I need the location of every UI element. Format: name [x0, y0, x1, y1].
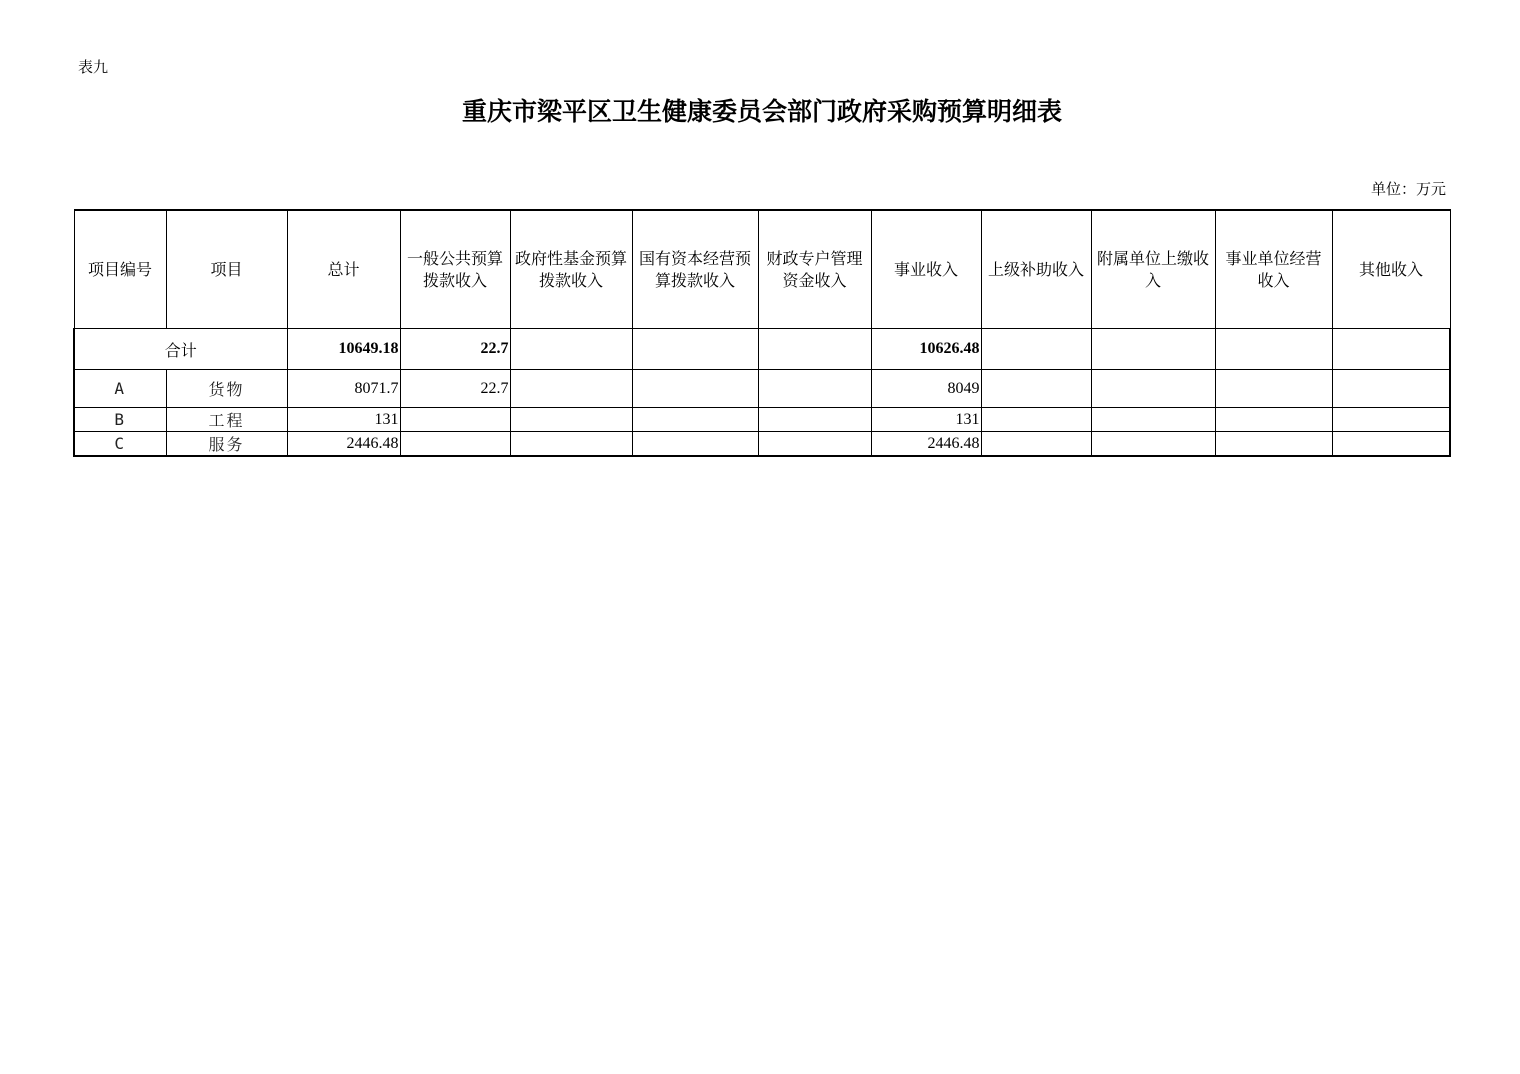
table-cell: 22.7 — [400, 370, 510, 408]
table-row — [74, 432, 1450, 457]
table-cell — [1215, 370, 1332, 408]
column-header: 一般公共预算拨款收入 — [400, 210, 510, 329]
table-cell — [1091, 432, 1215, 457]
table-header-row — [74, 210, 1450, 329]
total-cell — [632, 329, 758, 370]
column-header: 政府性基金预算拨款收入 — [510, 210, 632, 329]
table-cell — [981, 432, 1091, 457]
table-cell — [632, 408, 758, 432]
unit-label: 单位：万元 — [1370, 180, 1446, 198]
table-cell: 8071.7 — [287, 370, 400, 408]
table-cell: 131 — [871, 408, 981, 432]
table-cell — [758, 408, 871, 432]
total-cell: 10626.48 — [871, 329, 981, 370]
column-header: 事业单位经营收入 — [1215, 210, 1332, 329]
table-cell — [758, 432, 871, 457]
total-cell — [981, 329, 1091, 370]
total-cell: 10649.18 — [287, 329, 400, 370]
column-header: 项目 — [166, 210, 287, 329]
table-number: 表九 — [78, 58, 109, 76]
table-cell: 8049 — [871, 370, 981, 408]
column-header: 总计 — [287, 210, 400, 329]
column-header: 事业收入 — [871, 210, 981, 329]
table-cell — [981, 408, 1091, 432]
table-cell: 2446.48 — [871, 432, 981, 457]
total-cell — [1215, 329, 1332, 370]
table-cell — [1332, 408, 1450, 432]
total-cell — [510, 329, 632, 370]
page-title: 重庆市梁平区卫生健康委员会部门政府采购预算明细表 — [461, 97, 1062, 126]
column-header: 附属单位上缴收入 — [1091, 210, 1215, 329]
column-header: 项目编号 — [74, 210, 166, 329]
column-header: 上级补助收入 — [981, 210, 1091, 329]
table-cell — [400, 432, 510, 457]
total-cell — [1091, 329, 1215, 370]
table-cell — [510, 408, 632, 432]
table-cell — [632, 432, 758, 457]
table-cell — [1215, 432, 1332, 457]
procurement-budget-table — [73, 209, 1451, 457]
table-cell: 131 — [287, 408, 400, 432]
table-cell — [510, 370, 632, 408]
total-row — [74, 329, 1450, 370]
item-code: C — [74, 432, 166, 457]
column-header: 其他收入 — [1332, 210, 1450, 329]
table-cell — [758, 370, 871, 408]
table-row — [74, 370, 1450, 408]
item-code: B — [74, 408, 166, 432]
item-name: 服务 — [166, 432, 287, 457]
table-cell: 2446.48 — [287, 432, 400, 457]
table-cell — [1332, 370, 1450, 408]
table-cell — [1332, 432, 1450, 457]
table-cell — [981, 370, 1091, 408]
table-cell — [1091, 370, 1215, 408]
column-header: 财政专户管理资金收入 — [758, 210, 871, 329]
total-cell — [758, 329, 871, 370]
table-row — [74, 408, 1450, 432]
table-cell — [1091, 408, 1215, 432]
table-cell — [510, 432, 632, 457]
item-name: 货物 — [166, 370, 287, 408]
column-header: 国有资本经营预算拨款收入 — [632, 210, 758, 329]
table-cell — [400, 408, 510, 432]
item-code: A — [74, 370, 166, 408]
total-cell: 22.7 — [400, 329, 510, 370]
item-name: 工程 — [166, 408, 287, 432]
total-label: 合计 — [74, 329, 287, 370]
table-cell — [1215, 408, 1332, 432]
total-cell — [1332, 329, 1450, 370]
table-cell — [632, 370, 758, 408]
